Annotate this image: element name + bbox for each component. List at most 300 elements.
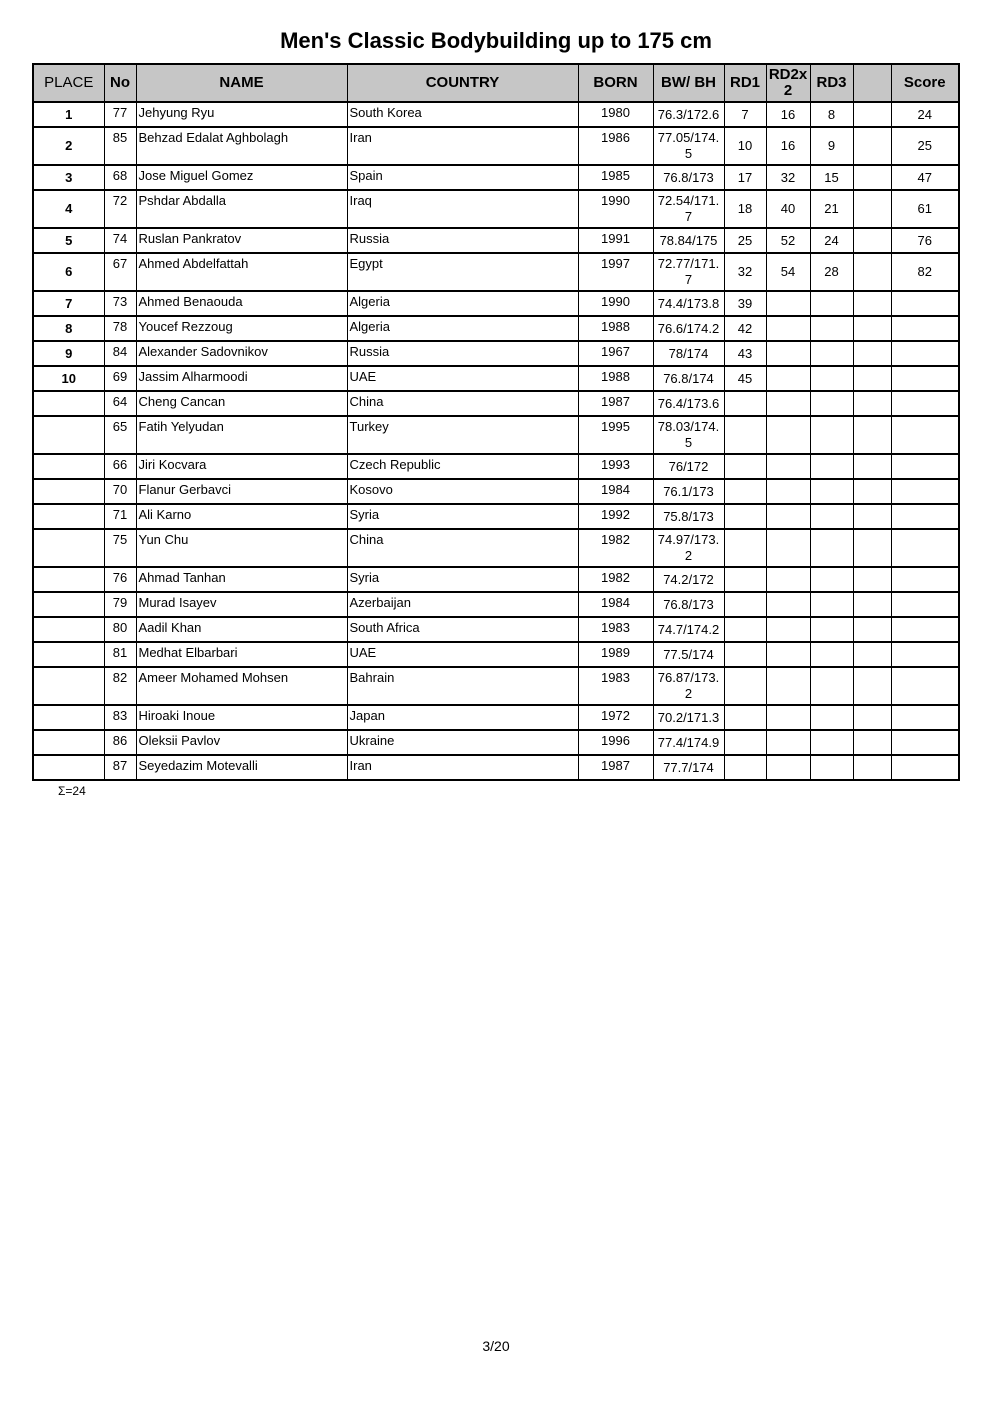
cell-country: China — [347, 391, 578, 416]
cell-no: 81 — [104, 642, 136, 667]
cell-place: 5 — [33, 228, 104, 253]
cell-bw-bh: 78.03/174.5 — [653, 416, 724, 454]
table-row — [33, 454, 959, 479]
cell-no: 67 — [104, 253, 136, 291]
cell-rd3: 9 — [810, 127, 853, 165]
cell-rd2x2 — [766, 617, 810, 642]
cell-rd2x2 — [766, 730, 810, 755]
cell-score — [891, 316, 959, 341]
cell-no: 78 — [104, 316, 136, 341]
cell-rd2x2 — [766, 366, 810, 391]
table-row — [33, 165, 959, 190]
cell-rd2x2: 52 — [766, 228, 810, 253]
cell-extra — [853, 165, 891, 190]
cell-extra — [853, 253, 891, 291]
cell-place — [33, 617, 104, 642]
cell-extra — [853, 454, 891, 479]
cell-extra — [853, 190, 891, 228]
cell-country: UAE — [347, 642, 578, 667]
cell-country: China — [347, 529, 578, 567]
cell-country: South Korea — [347, 102, 578, 127]
header-place: PLACE — [33, 64, 104, 102]
cell-rd3 — [810, 416, 853, 454]
cell-born: 1982 — [578, 529, 653, 567]
cell-country: South Africa — [347, 617, 578, 642]
cell-born: 1988 — [578, 316, 653, 341]
cell-rd2x2 — [766, 705, 810, 730]
cell-bw-bh: 76.4/173.6 — [653, 391, 724, 416]
cell-rd2x2 — [766, 454, 810, 479]
cell-rd2x2 — [766, 504, 810, 529]
cell-rd3 — [810, 529, 853, 567]
cell-rd2x2 — [766, 341, 810, 366]
cell-place — [33, 504, 104, 529]
cell-born: 1989 — [578, 642, 653, 667]
cell-name: Medhat Elbarbari — [136, 642, 347, 667]
cell-bw-bh: 74.97/173.2 — [653, 529, 724, 567]
cell-country: Russia — [347, 228, 578, 253]
cell-no: 71 — [104, 504, 136, 529]
cell-bw-bh: 78.84/175 — [653, 228, 724, 253]
cell-rd1: 10 — [724, 127, 766, 165]
cell-rd1 — [724, 667, 766, 705]
cell-name: Ali Karno — [136, 504, 347, 529]
cell-score — [891, 454, 959, 479]
cell-rd3 — [810, 341, 853, 366]
cell-born: 1992 — [578, 504, 653, 529]
cell-name: Alexander Sadovnikov — [136, 341, 347, 366]
cell-bw-bh: 76.87/173.2 — [653, 667, 724, 705]
cell-country: Czech Republic — [347, 454, 578, 479]
cell-name: Fatih Yelyudan — [136, 416, 347, 454]
cell-rd1 — [724, 479, 766, 504]
cell-born: 1986 — [578, 127, 653, 165]
cell-place: 6 — [33, 253, 104, 291]
cell-rd2x2 — [766, 642, 810, 667]
cell-rd2x2 — [766, 291, 810, 316]
cell-rd1 — [724, 567, 766, 592]
cell-place — [33, 755, 104, 780]
cell-rd3 — [810, 617, 853, 642]
cell-extra — [853, 366, 891, 391]
header-no: No — [104, 64, 136, 102]
cell-rd1: 45 — [724, 366, 766, 391]
cell-no: 75 — [104, 529, 136, 567]
cell-country: Japan — [347, 705, 578, 730]
cell-score — [891, 592, 959, 617]
cell-born: 1991 — [578, 228, 653, 253]
cell-rd2x2 — [766, 755, 810, 780]
cell-no: 85 — [104, 127, 136, 165]
cell-extra — [853, 316, 891, 341]
cell-bw-bh: 76.6/174.2 — [653, 316, 724, 341]
cell-bw-bh: 77.5/174 — [653, 642, 724, 667]
table-row — [33, 341, 959, 366]
cell-born: 1990 — [578, 190, 653, 228]
cell-rd1 — [724, 504, 766, 529]
table-row — [33, 667, 959, 705]
cell-name: Ameer Mohamed Mohsen — [136, 667, 347, 705]
cell-rd2x2 — [766, 316, 810, 341]
cell-born: 1967 — [578, 341, 653, 366]
cell-bw-bh: 76.8/173 — [653, 592, 724, 617]
cell-bw-bh: 74.4/173.8 — [653, 291, 724, 316]
header-country: COUNTRY — [347, 64, 578, 102]
header-score: Score — [891, 64, 959, 102]
cell-place — [33, 416, 104, 454]
cell-country: Ukraine — [347, 730, 578, 755]
cell-score: 76 — [891, 228, 959, 253]
header-name: NAME — [136, 64, 347, 102]
cell-country: Russia — [347, 341, 578, 366]
cell-country: Bahrain — [347, 667, 578, 705]
cell-no: 68 — [104, 165, 136, 190]
cell-bw-bh: 78/174 — [653, 341, 724, 366]
table-row — [33, 642, 959, 667]
cell-score — [891, 567, 959, 592]
cell-name: Ahmad Tanhan — [136, 567, 347, 592]
cell-score — [891, 291, 959, 316]
cell-born: 1984 — [578, 479, 653, 504]
cell-no: 65 — [104, 416, 136, 454]
cell-born: 1987 — [578, 391, 653, 416]
cell-rd1: 39 — [724, 291, 766, 316]
cell-country: Iran — [347, 755, 578, 780]
cell-rd1 — [724, 391, 766, 416]
cell-country: Spain — [347, 165, 578, 190]
cell-place — [33, 529, 104, 567]
cell-rd2x2 — [766, 529, 810, 567]
cell-rd3 — [810, 479, 853, 504]
cell-rd3 — [810, 291, 853, 316]
cell-rd3 — [810, 755, 853, 780]
table-row — [33, 291, 959, 316]
cell-name: Yun Chu — [136, 529, 347, 567]
cell-born: 1993 — [578, 454, 653, 479]
cell-rd2x2: 16 — [766, 102, 810, 127]
cell-rd1 — [724, 642, 766, 667]
cell-rd2x2: 40 — [766, 190, 810, 228]
cell-no: 83 — [104, 705, 136, 730]
cell-name: Jassim Alharmoodi — [136, 366, 347, 391]
table-row — [33, 730, 959, 755]
cell-name: Ahmed Benaouda — [136, 291, 347, 316]
header-rd3: RD3 — [810, 64, 853, 102]
cell-rd3 — [810, 567, 853, 592]
cell-extra — [853, 127, 891, 165]
cell-born: 1980 — [578, 102, 653, 127]
cell-rd3: 8 — [810, 102, 853, 127]
cell-country: Iran — [347, 127, 578, 165]
cell-extra — [853, 567, 891, 592]
cell-score — [891, 366, 959, 391]
cell-extra — [853, 755, 891, 780]
cell-country: Iraq — [347, 190, 578, 228]
header-bw_bh: BW/ BH — [653, 64, 724, 102]
cell-extra — [853, 416, 891, 454]
cell-name: Jose Miguel Gomez — [136, 165, 347, 190]
table-row — [33, 391, 959, 416]
cell-rd2x2 — [766, 416, 810, 454]
cell-born: 1990 — [578, 291, 653, 316]
cell-no: 84 — [104, 341, 136, 366]
cell-rd1: 25 — [724, 228, 766, 253]
cell-extra — [853, 529, 891, 567]
cell-no: 64 — [104, 391, 136, 416]
cell-place: 8 — [33, 316, 104, 341]
cell-rd1 — [724, 592, 766, 617]
cell-country: Egypt — [347, 253, 578, 291]
cell-extra — [853, 642, 891, 667]
table-row — [33, 504, 959, 529]
table-row — [33, 617, 959, 642]
cell-extra — [853, 479, 891, 504]
header-born: BORN — [578, 64, 653, 102]
cell-place — [33, 730, 104, 755]
header-rd2x2: RD2x2 — [766, 64, 810, 102]
cell-name: Pshdar Abdalla — [136, 190, 347, 228]
cell-score: 25 — [891, 127, 959, 165]
cell-rd3 — [810, 366, 853, 391]
cell-score — [891, 755, 959, 780]
cell-rd1 — [724, 705, 766, 730]
table-row — [33, 416, 959, 454]
cell-rd2x2 — [766, 391, 810, 416]
table-row — [33, 253, 959, 291]
cell-extra — [853, 341, 891, 366]
cell-rd2x2 — [766, 567, 810, 592]
cell-extra — [853, 667, 891, 705]
cell-rd2x2: 16 — [766, 127, 810, 165]
cell-no: 73 — [104, 291, 136, 316]
cell-rd3: 28 — [810, 253, 853, 291]
page-title: Men's Classic Bodybuilding up to 175 cm — [280, 28, 712, 53]
cell-no: 79 — [104, 592, 136, 617]
cell-extra — [853, 228, 891, 253]
cell-born: 1995 — [578, 416, 653, 454]
cell-bw-bh: 76.1/173 — [653, 479, 724, 504]
cell-extra — [853, 705, 891, 730]
cell-born: 1983 — [578, 667, 653, 705]
cell-rd1: 18 — [724, 190, 766, 228]
cell-bw-bh: 75.8/173 — [653, 504, 724, 529]
cell-born: 1984 — [578, 592, 653, 617]
cell-score — [891, 730, 959, 755]
cell-name: Oleksii Pavlov — [136, 730, 347, 755]
cell-place: 3 — [33, 165, 104, 190]
cell-rd2x2: 32 — [766, 165, 810, 190]
table-row — [33, 316, 959, 341]
cell-extra — [853, 291, 891, 316]
cell-born: 1985 — [578, 165, 653, 190]
table-row — [33, 567, 959, 592]
cell-rd3: 21 — [810, 190, 853, 228]
cell-rd2x2 — [766, 479, 810, 504]
cell-no: 82 — [104, 667, 136, 705]
cell-rd3: 15 — [810, 165, 853, 190]
cell-no: 74 — [104, 228, 136, 253]
cell-name: Hiroaki Inoue — [136, 705, 347, 730]
results-table — [32, 63, 960, 781]
cell-rd1 — [724, 617, 766, 642]
cell-bw-bh: 77.05/174.5 — [653, 127, 724, 165]
cell-place — [33, 391, 104, 416]
cell-rd3 — [810, 454, 853, 479]
header-extra — [853, 64, 891, 102]
cell-rd1 — [724, 454, 766, 479]
table-row — [33, 592, 959, 617]
cell-extra — [853, 102, 891, 127]
cell-no: 86 — [104, 730, 136, 755]
cell-score: 82 — [891, 253, 959, 291]
table-row — [33, 228, 959, 253]
cell-rd1 — [724, 529, 766, 567]
cell-place: 2 — [33, 127, 104, 165]
cell-country: UAE — [347, 366, 578, 391]
cell-born: 1982 — [578, 567, 653, 592]
table-body — [33, 102, 959, 780]
cell-rd3 — [810, 592, 853, 617]
cell-country: Algeria — [347, 316, 578, 341]
cell-rd1: 43 — [724, 341, 766, 366]
cell-score: 24 — [891, 102, 959, 127]
cell-place — [33, 667, 104, 705]
cell-no: 66 — [104, 454, 136, 479]
cell-rd2x2 — [766, 592, 810, 617]
cell-rd1: 32 — [724, 253, 766, 291]
cell-extra — [853, 592, 891, 617]
cell-rd3 — [810, 642, 853, 667]
cell-rd1: 42 — [724, 316, 766, 341]
cell-name: Behzad Edalat Aghbolagh — [136, 127, 347, 165]
cell-place — [33, 592, 104, 617]
cell-name: Flanur Gerbavci — [136, 479, 347, 504]
cell-score — [891, 642, 959, 667]
cell-place — [33, 567, 104, 592]
cell-score — [891, 341, 959, 366]
cell-place: 1 — [33, 102, 104, 127]
cell-extra — [853, 730, 891, 755]
cell-score — [891, 617, 959, 642]
cell-country: Algeria — [347, 291, 578, 316]
cell-place — [33, 479, 104, 504]
cell-extra — [853, 617, 891, 642]
table-row — [33, 190, 959, 228]
cell-score — [891, 667, 959, 705]
cell-score — [891, 504, 959, 529]
cell-rd1: 7 — [724, 102, 766, 127]
cell-rd3 — [810, 705, 853, 730]
cell-place — [33, 705, 104, 730]
cell-bw-bh: 76/172 — [653, 454, 724, 479]
table-row — [33, 102, 959, 127]
cell-rd3 — [810, 730, 853, 755]
cell-bw-bh: 74.2/172 — [653, 567, 724, 592]
cell-score — [891, 705, 959, 730]
cell-bw-bh: 76.8/173 — [653, 165, 724, 190]
cell-rd1 — [724, 730, 766, 755]
cell-rd1: 17 — [724, 165, 766, 190]
cell-born: 1997 — [578, 253, 653, 291]
cell-score: 61 — [891, 190, 959, 228]
cell-country: Turkey — [347, 416, 578, 454]
cell-rd3 — [810, 504, 853, 529]
table-row — [33, 705, 959, 730]
cell-born: 1972 — [578, 705, 653, 730]
cell-country: Syria — [347, 504, 578, 529]
cell-bw-bh: 72.77/171.7 — [653, 253, 724, 291]
cell-place: 9 — [33, 341, 104, 366]
cell-name: Cheng Cancan — [136, 391, 347, 416]
cell-place — [33, 454, 104, 479]
cell-score — [891, 479, 959, 504]
cell-rd1 — [724, 416, 766, 454]
cell-name: Ahmed Abdelfattah — [136, 253, 347, 291]
cell-country: Azerbaijan — [347, 592, 578, 617]
cell-no: 76 — [104, 567, 136, 592]
cell-rd3 — [810, 667, 853, 705]
cell-bw-bh: 76.3/172.6 — [653, 102, 724, 127]
cell-score: 47 — [891, 165, 959, 190]
cell-rd3: 24 — [810, 228, 853, 253]
cell-bw-bh: 72.54/171.7 — [653, 190, 724, 228]
cell-name: Youcef Rezzoug — [136, 316, 347, 341]
header-row — [33, 64, 959, 102]
cell-bw-bh: 77.7/174 — [653, 755, 724, 780]
cell-score — [891, 416, 959, 454]
cell-extra — [853, 504, 891, 529]
cell-no: 80 — [104, 617, 136, 642]
cell-bw-bh: 76.8/174 — [653, 366, 724, 391]
cell-name: Murad Isayev — [136, 592, 347, 617]
cell-name: Seyedazim Motevalli — [136, 755, 347, 780]
table-row — [33, 529, 959, 567]
cell-bw-bh: 70.2/171.3 — [653, 705, 724, 730]
table-row — [33, 127, 959, 165]
cell-no: 69 — [104, 366, 136, 391]
cell-no: 72 — [104, 190, 136, 228]
cell-born: 1988 — [578, 366, 653, 391]
cell-bw-bh: 77.4/174.9 — [653, 730, 724, 755]
cell-country: Syria — [347, 567, 578, 592]
cell-extra — [853, 391, 891, 416]
cell-country: Kosovo — [347, 479, 578, 504]
cell-rd1 — [724, 755, 766, 780]
table-row — [33, 366, 959, 391]
cell-name: Jiri Kocvara — [136, 454, 347, 479]
cell-no: 77 — [104, 102, 136, 127]
cell-place: 4 — [33, 190, 104, 228]
cell-born: 1987 — [578, 755, 653, 780]
cell-rd3 — [810, 316, 853, 341]
cell-rd2x2 — [766, 667, 810, 705]
cell-no: 87 — [104, 755, 136, 780]
cell-place: 10 — [33, 366, 104, 391]
sum-total: Σ=24 — [58, 784, 86, 798]
cell-rd3 — [810, 391, 853, 416]
cell-score — [891, 391, 959, 416]
cell-born: 1996 — [578, 730, 653, 755]
page-number: 3/20 — [482, 1338, 510, 1354]
cell-name: Aadil Khan — [136, 617, 347, 642]
cell-score — [891, 529, 959, 567]
cell-place: 7 — [33, 291, 104, 316]
table-row — [33, 479, 959, 504]
table-row — [33, 755, 959, 780]
cell-name: Ruslan Pankratov — [136, 228, 347, 253]
cell-no: 70 — [104, 479, 136, 504]
cell-name: Jehyung Ryu — [136, 102, 347, 127]
